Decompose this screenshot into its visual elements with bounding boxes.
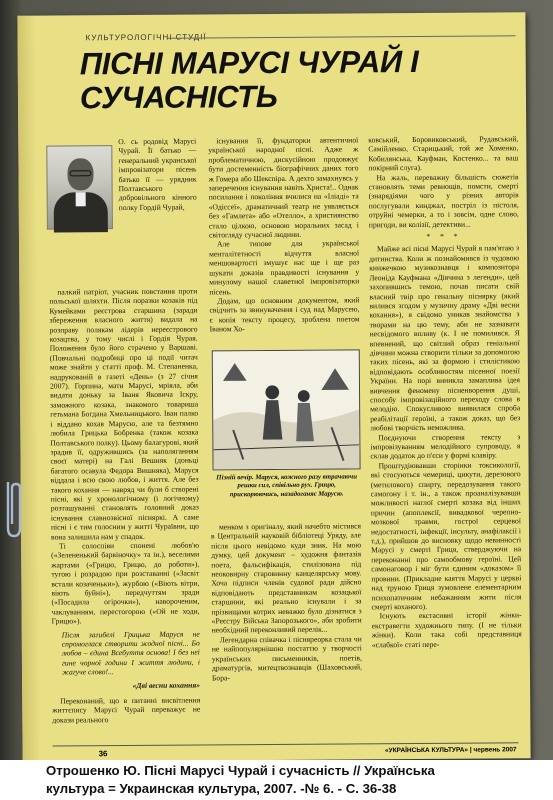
bibliographic-citation	[0, 760, 553, 800]
poem-source: «Дві весни кохання»	[132, 680, 201, 690]
citation-line-1: Отрошенко Ю. Пісні Марусі Чурай і сучасність // Українська	[46, 763, 435, 778]
paragraph: Поєднуючи створення тексту з імпровізуванням мелодійного супроводу, я склав додаток до п'єси у формі клавіру.	[370, 431, 521, 461]
paragraph: Ті солоспіви спонені любов'ю («Зелененький барвіночку» та ін.), веселими жартами («Грицю, Грицю, до роботи»), тугою і розрадою при розставанні («Засвіт встали козаченьки»), журбою («Віють вітри, віють буйні»), передчуттям зради («Посадила огірочки»), навороченим, чаклуванням, перестогорою («Ой не ходи, Грицю»).	[51, 540, 200, 626]
paragraph: На жаль, переважну більшість сюжетів становлять теми ревнощів, помсти, смерті (знарядіями чого у різних авторів послугували кинджал, постріл із пістоля, отруйні чемерки, а то і зовсім, одне слово, пригоди, ви колізії, детективи...	[368, 171, 519, 229]
paragraph: Проштудіювавши сторінки токсикології, які стосуються чемериці, цикути, дерезового (метилового) спирту, передозування такого самогону і т. ін., а також проаналізувавши можливості наглої смерті козака від інших причин (апоплексії, вивадкової черепно-мозкової травми, гострої серцевої недостатності, інфекції, інсульту, анафілаксії і т.д.), прийшов до висновку щодо невинності Марусі у смерті Гриця, стверджуючи на переконанні про самообмову героїні. Цей самонаговор і міг бути єдиним «доказом» її провини. (Прикладне каяття Марусі у церкві над труною Гриця зумовлене елементарним психопатичним небажанням жити після смерті коханого).	[370, 460, 522, 612]
lead-text: О. сь родовід Марусі Чурай. Її батько — генеральний укранської імпровізатори пісень батько її — урядник Полтавського добровільного кінного полку Гордій Чурай,	[118, 136, 197, 212]
paragraph: Додам, що основним документом, який свідчить за звинувачення і суд над Марусею, є копія тексту процесу, зроблена поетом Іваном Хо-	[209, 295, 360, 334]
paragraph: Але типове для української менталітетності відчуття власної меншовартості змушує нас ще і ще раз шукати доказів правдивості існування у минулому нашої славетної імпровізаторки пісень.	[209, 238, 360, 296]
paragraph: Легендарна співачка і пісняреорка стала чи не найпопулярнішою постаттю у творчості українських письменників, поетів, драматургів, митецтвознавців (Шаховський, Бора-	[211, 634, 362, 682]
citation-line-2: культура = Украинская культура, 2007. -№ 6. - С. 36-38	[46, 781, 397, 796]
illustration-caption: Пізній вечір. Маруся, кожного разу втрачаючи решки сил, співільно рух. Грицю, прискорюючись, назадоганяє Марусю.	[216, 473, 357, 499]
article-title: ПІСНІ МАРУСІ ЧУРАЙ І СУЧАСНІСТЬ	[79, 43, 419, 116]
paper-clip-icon	[0, 478, 26, 540]
paragraph: менком з оригіналу, який начебто містився в Центральній науковій бібліотеці Уряду, але після цього невідомо куди зник. На мою думку, цей документ – художня фантазія поета, фальсифікація, стилізована під неоковирну старовинну канцелярську мову. Хоча підписи членів судової ради дійсно відповідають представникам козацької старшини, які реально існували і за прізвищами котрих неважко було дізнатися з «Реєстру Війська Запорозького», аби зробити необхідний переконливий перелік...	[211, 521, 362, 635]
illustration	[212, 349, 361, 470]
paragraph: Майже всі пісні Марусі Чурай я пам'ятаю з дитинства. Коли ж познайомився із чудовою книжечкою музикознавця і композитора Леоніда Кауфмана «Дівчина з легенди», цей захопившись темою, почав писати свій власний твір про генальну піснярку (який вилився згодом у музичну драму «Дві весни кохання»), я свідомо уникав знайомства з творами на цю тему, аби не зазнавати несвідомого впливу (к. І не помилився. Я впевнений, що світлий образ геніальної дівчини можна створити тільки за допомогою таких пісень, які за формою і стилістикою відповідають особливостям пісенної поезії України. На порі виникла замаплива ідея вивчення феномену пісненворення душі, способу імпровізаційного переходу слова в мелодію. Спокусливою виявилася спроба реабілітації героїні, а також доказ, що без любові творчість неможлива.	[369, 243, 521, 433]
section-separator: * * *	[426, 231, 462, 241]
column-3	[368, 134, 522, 735]
paragraph: палкий патріот, учасник повстання проти польської шляхти. Після поразки козаків під Кумейками реєстрова старшина (заради збереження власного життя) видала на розправу полякам лідерів нереєстрового козацтва, у тому числі і Гордія Чурая. Положення було його страчено у Варшаві. (Повчальні подробиці про ці події читач може знайти у статті проф. М. Степаненка, надрукованій в газеті «День» (з 27 січня 2007). Горпина, мати Марусі, мріяла, аби видати доньку за Іваня Яковича Іскру, заможного козака, знакомого товариша гетьмана Богдана Хмельницького. Іван палко і віддано кохав Марусю, але та безтямно любила Грицька Бобренка (також козака Полтавського полку). Цьому балагурові, який зрадив її, одружившись (за наполяганням своєї матері) на Галі Вешняк (доньці багатого осавула Федора Вишняка), Маруся віддала і всю свою любов, і життя. Але без такого кохання — навряд чи були б створені пісні, які у хронологічному (і логічному) розташуванні становлять головний доказ існування славнозвісної пісняркі. А саме пісні і є тим голосним у житті Чураївни, що вона залишила нам у спадок.	[49, 286, 200, 542]
column-2	[208, 135, 359, 346]
page-number: 36	[98, 749, 108, 759]
rubric-rule	[168, 35, 516, 38]
column-1	[48, 137, 200, 738]
paragraph: існування її, фундаторки автентичної української народної пісні. Адже ж проблематичною, дискусійною продовжує бути достеменність біографічних даних того ж Гомера або Шекспіра. А дехто замахнувсь у заперечення існування навіть Христа!.. Однак посилання і покоління вчилися на «Іліаді» та «Одіссеї», драматичний театр не уявляється без «Гамлета» або «Отелло», а християнство стало цілкою, основою моральних засад і світогляду сучасної людини.	[208, 135, 359, 240]
illustration-drawing	[213, 350, 360, 469]
magazine-page	[17, 12, 530, 762]
section-rubric: КУЛЬТУРОЛОГІЧНІ СТУДІЇ	[85, 32, 207, 43]
paragraph: ковський, Боровиковський, Рудавський, Самійленко, Старицький, той же Хоменко, Кобилянська, Кауфман, Костенко... та ваш покірний слуга).	[368, 134, 519, 173]
column-1-body	[49, 287, 200, 725]
footer-source: «УКРАЇНСЬКА КУЛЬТУРА» | червень 2007	[385, 746, 517, 755]
poem-quote: Після загибелі Грицька Маруся не спромоглася створити жодної пісні... Бо любов – єдина Всебуття основа! І без неї гине чорної години І життя людини, і жагуче слово!...	[61, 629, 200, 677]
column-2-continued	[211, 521, 363, 740]
paragraph: Існують екстасивні історії жінки-екстравегти художнього типу. (І не тільки жінки). Коли така собі представниця «слабкої» статі пере-	[371, 610, 522, 649]
paragraph: Переконаний, що в питанні висвітлення життєпису Марусі Чурай переважує не докази реального	[52, 695, 201, 725]
